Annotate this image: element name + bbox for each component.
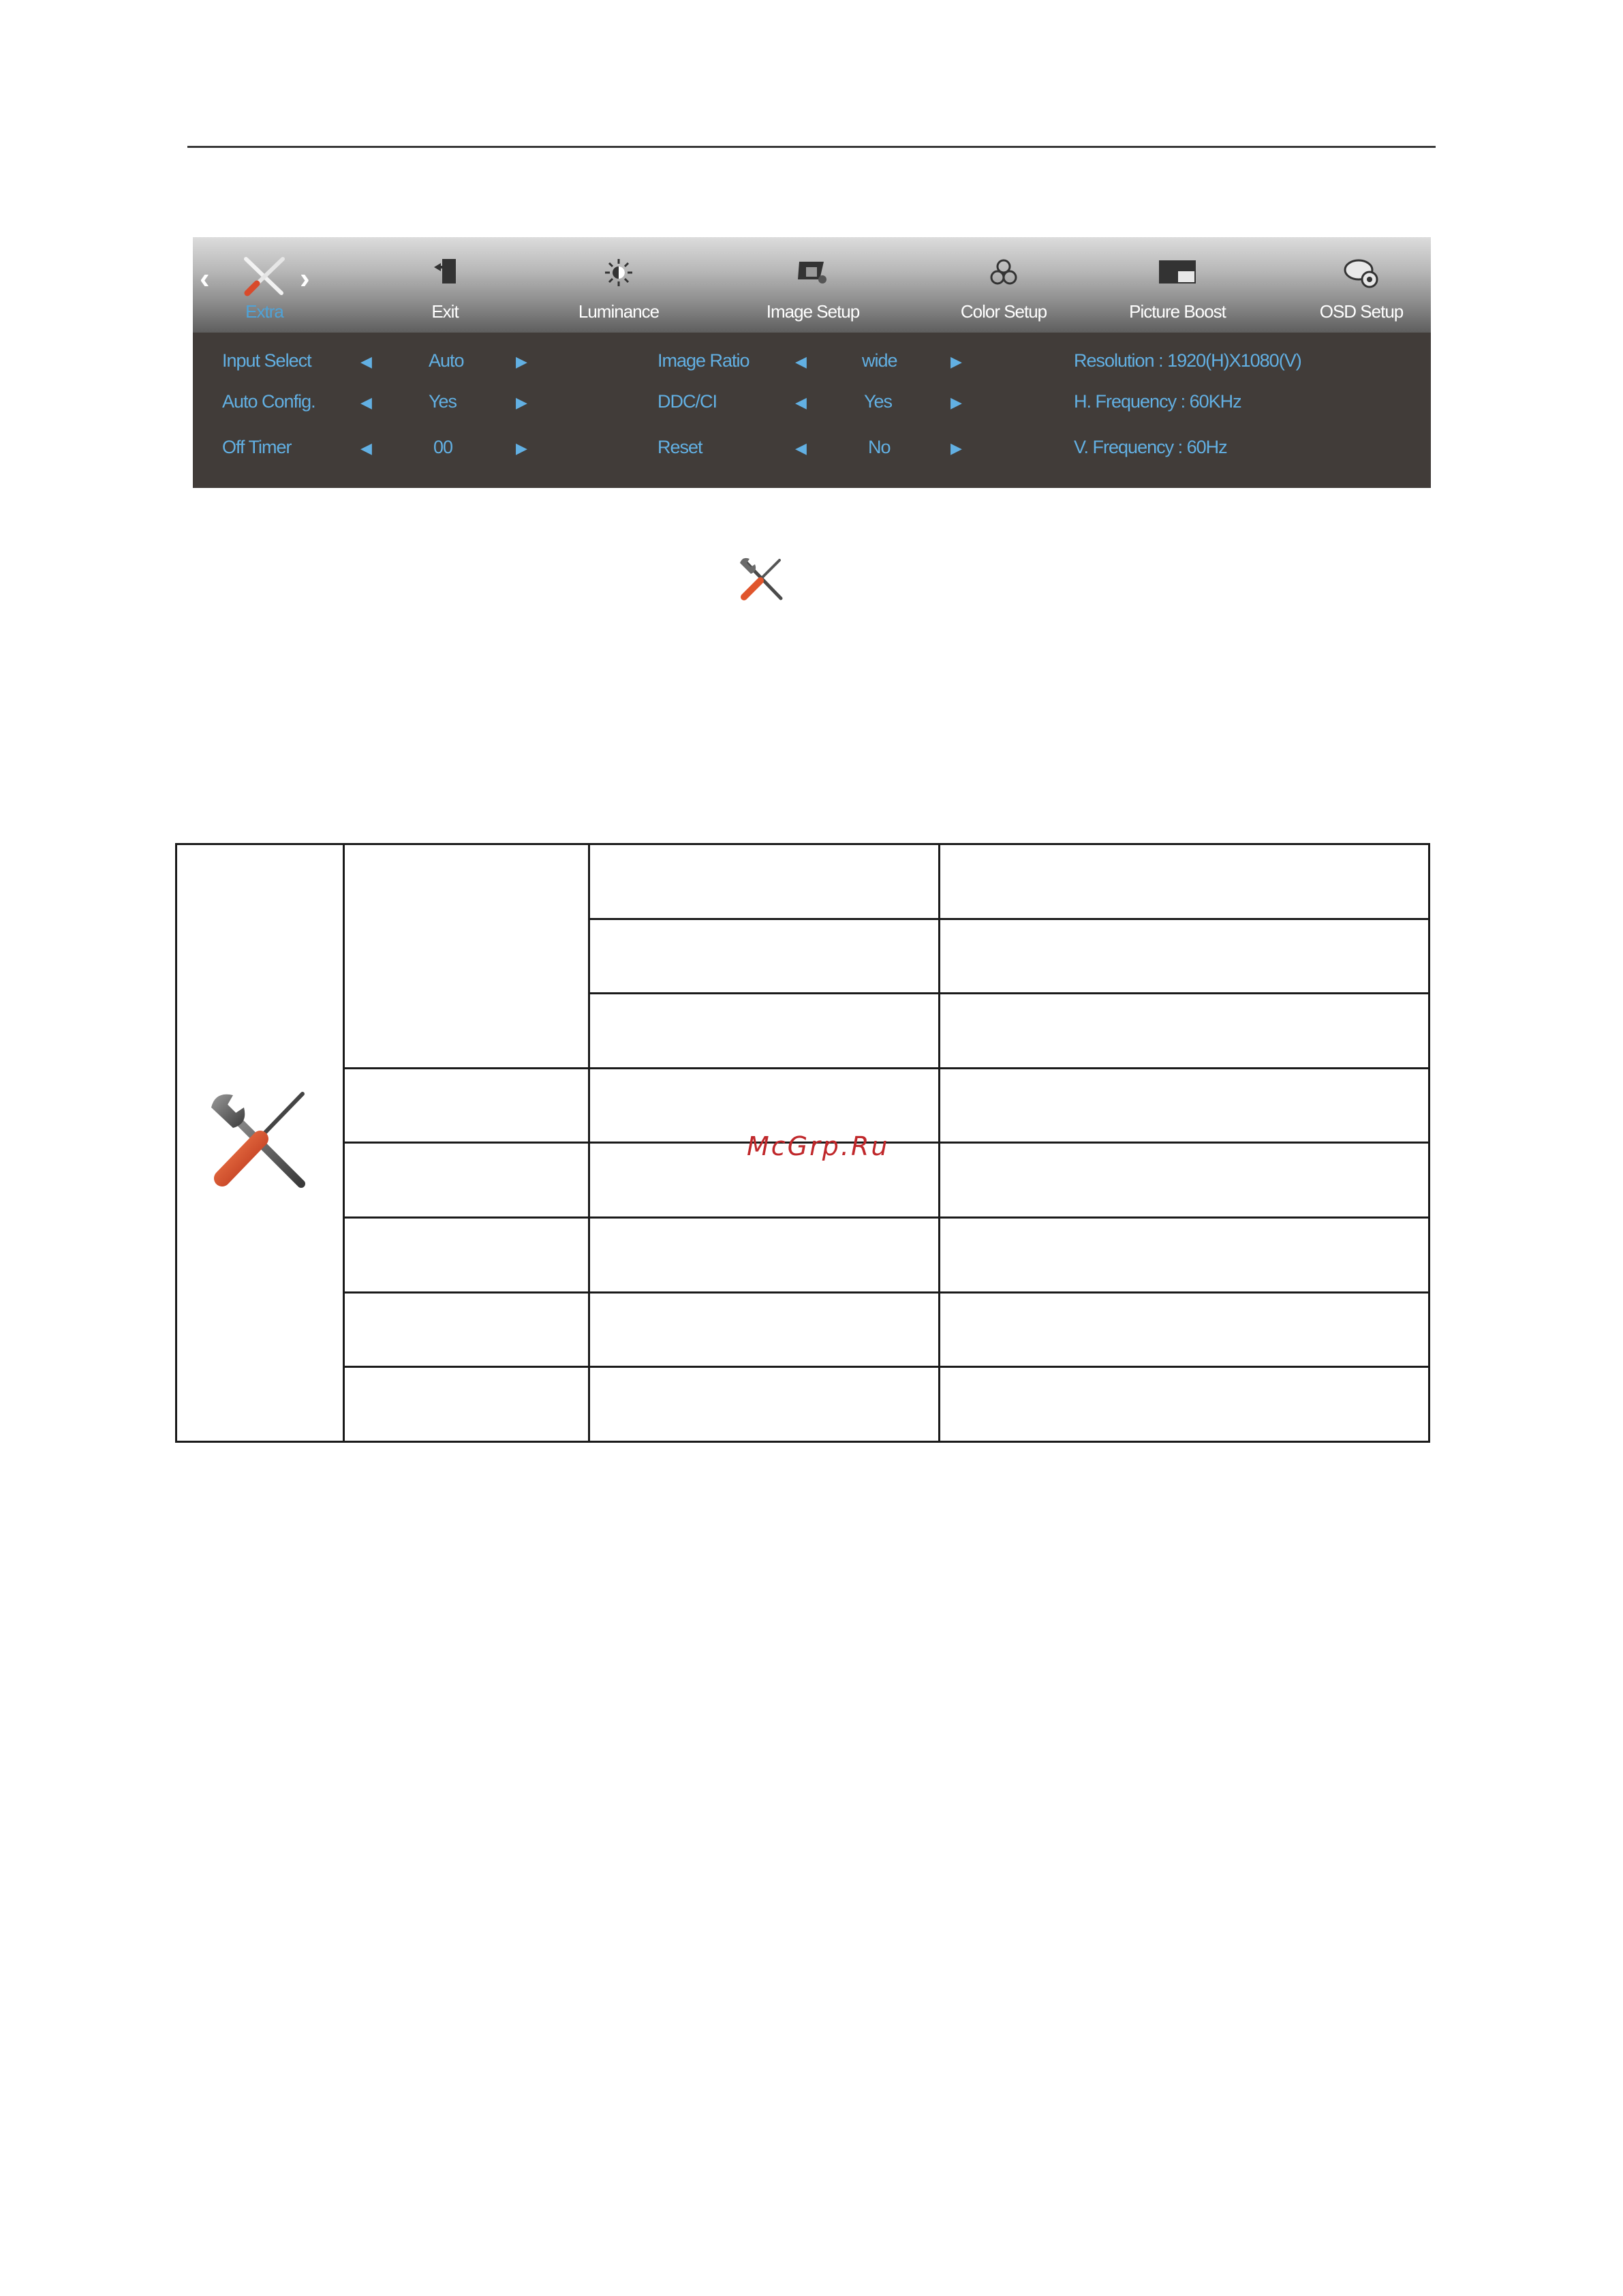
nav-left-icon[interactable]: ‹ bbox=[200, 262, 210, 295]
exit-icon bbox=[431, 258, 459, 285]
osd-menu bbox=[193, 237, 1431, 488]
tools-icon bbox=[206, 1087, 315, 1196]
setting-value-reset[interactable]: No bbox=[868, 437, 891, 457]
tab-label: Color Setup bbox=[960, 301, 1047, 322]
arrow-right-icon[interactable]: ▶ bbox=[516, 394, 527, 411]
brightness-icon bbox=[604, 258, 634, 288]
setting-value-ddc-ci[interactable]: Yes bbox=[864, 391, 893, 412]
arrow-left-icon[interactable]: ◀ bbox=[360, 394, 372, 411]
setting-label-ddc-ci: DDC/CI bbox=[658, 391, 717, 412]
setting-label-reset: Reset bbox=[658, 437, 702, 457]
arrow-left-icon[interactable]: ◀ bbox=[360, 353, 372, 370]
tab-image-setup[interactable] bbox=[752, 237, 874, 333]
tab-label: Image Setup bbox=[766, 301, 860, 322]
image-setup-icon bbox=[797, 258, 829, 285]
tab-label: Extra bbox=[245, 301, 283, 322]
tools-icon bbox=[736, 553, 788, 605]
tools-icon bbox=[238, 255, 291, 297]
header-rule bbox=[187, 146, 1436, 148]
arrow-right-icon[interactable]: ▶ bbox=[950, 353, 962, 370]
tab-color-setup[interactable] bbox=[946, 237, 1062, 333]
tab-picture-boost[interactable] bbox=[1113, 237, 1242, 333]
setting-label-input-select: Input Select bbox=[222, 350, 311, 371]
info-v-frequency: V. Frequency : 60Hz bbox=[1074, 437, 1227, 457]
arrow-left-icon[interactable]: ◀ bbox=[795, 394, 807, 411]
arrow-right-icon[interactable]: ▶ bbox=[950, 440, 962, 457]
info-resolution: Resolution : 1920(H)X1080(V) bbox=[1074, 350, 1301, 371]
tab-label: OSD Setup bbox=[1319, 301, 1404, 322]
arrow-right-icon[interactable]: ▶ bbox=[516, 353, 527, 370]
osd-settings-panel bbox=[193, 333, 1431, 488]
picture-boost-icon bbox=[1158, 258, 1197, 285]
setting-value-image-ratio[interactable]: wide bbox=[862, 350, 897, 371]
setting-label-image-ratio: Image Ratio bbox=[658, 350, 749, 371]
color-setup-icon bbox=[989, 258, 1019, 288]
info-h-frequency: H. Frequency : 60KHz bbox=[1074, 391, 1241, 412]
arrow-right-icon[interactable]: ▶ bbox=[516, 440, 527, 457]
arrow-left-icon[interactable]: ◀ bbox=[360, 440, 372, 457]
setting-value-auto-config[interactable]: Yes bbox=[429, 391, 457, 412]
setting-label-off-timer: Off Timer bbox=[222, 437, 292, 457]
watermark: McGrp.Ru bbox=[747, 1131, 890, 1161]
tab-extra[interactable] bbox=[213, 237, 315, 333]
tab-exit[interactable] bbox=[390, 237, 499, 333]
osd-tab-bar bbox=[193, 237, 1431, 333]
setting-label-auto-config: Auto Config. bbox=[222, 391, 315, 412]
tab-label: Picture Boost bbox=[1129, 301, 1226, 322]
arrow-left-icon[interactable]: ◀ bbox=[795, 353, 807, 370]
tab-label: Luminance bbox=[578, 301, 660, 322]
tab-luminance[interactable] bbox=[564, 237, 673, 333]
tab-label: Exit bbox=[431, 301, 459, 322]
arrow-left-icon[interactable]: ◀ bbox=[795, 440, 807, 457]
tab-osd-setup[interactable] bbox=[1300, 237, 1423, 333]
setting-value-input-select[interactable]: Auto bbox=[429, 350, 464, 371]
arrow-right-icon[interactable]: ▶ bbox=[950, 394, 962, 411]
setting-value-off-timer[interactable]: 00 bbox=[433, 437, 453, 457]
nav-right-icon[interactable]: › bbox=[300, 262, 310, 295]
osd-setup-icon bbox=[1341, 258, 1382, 289]
